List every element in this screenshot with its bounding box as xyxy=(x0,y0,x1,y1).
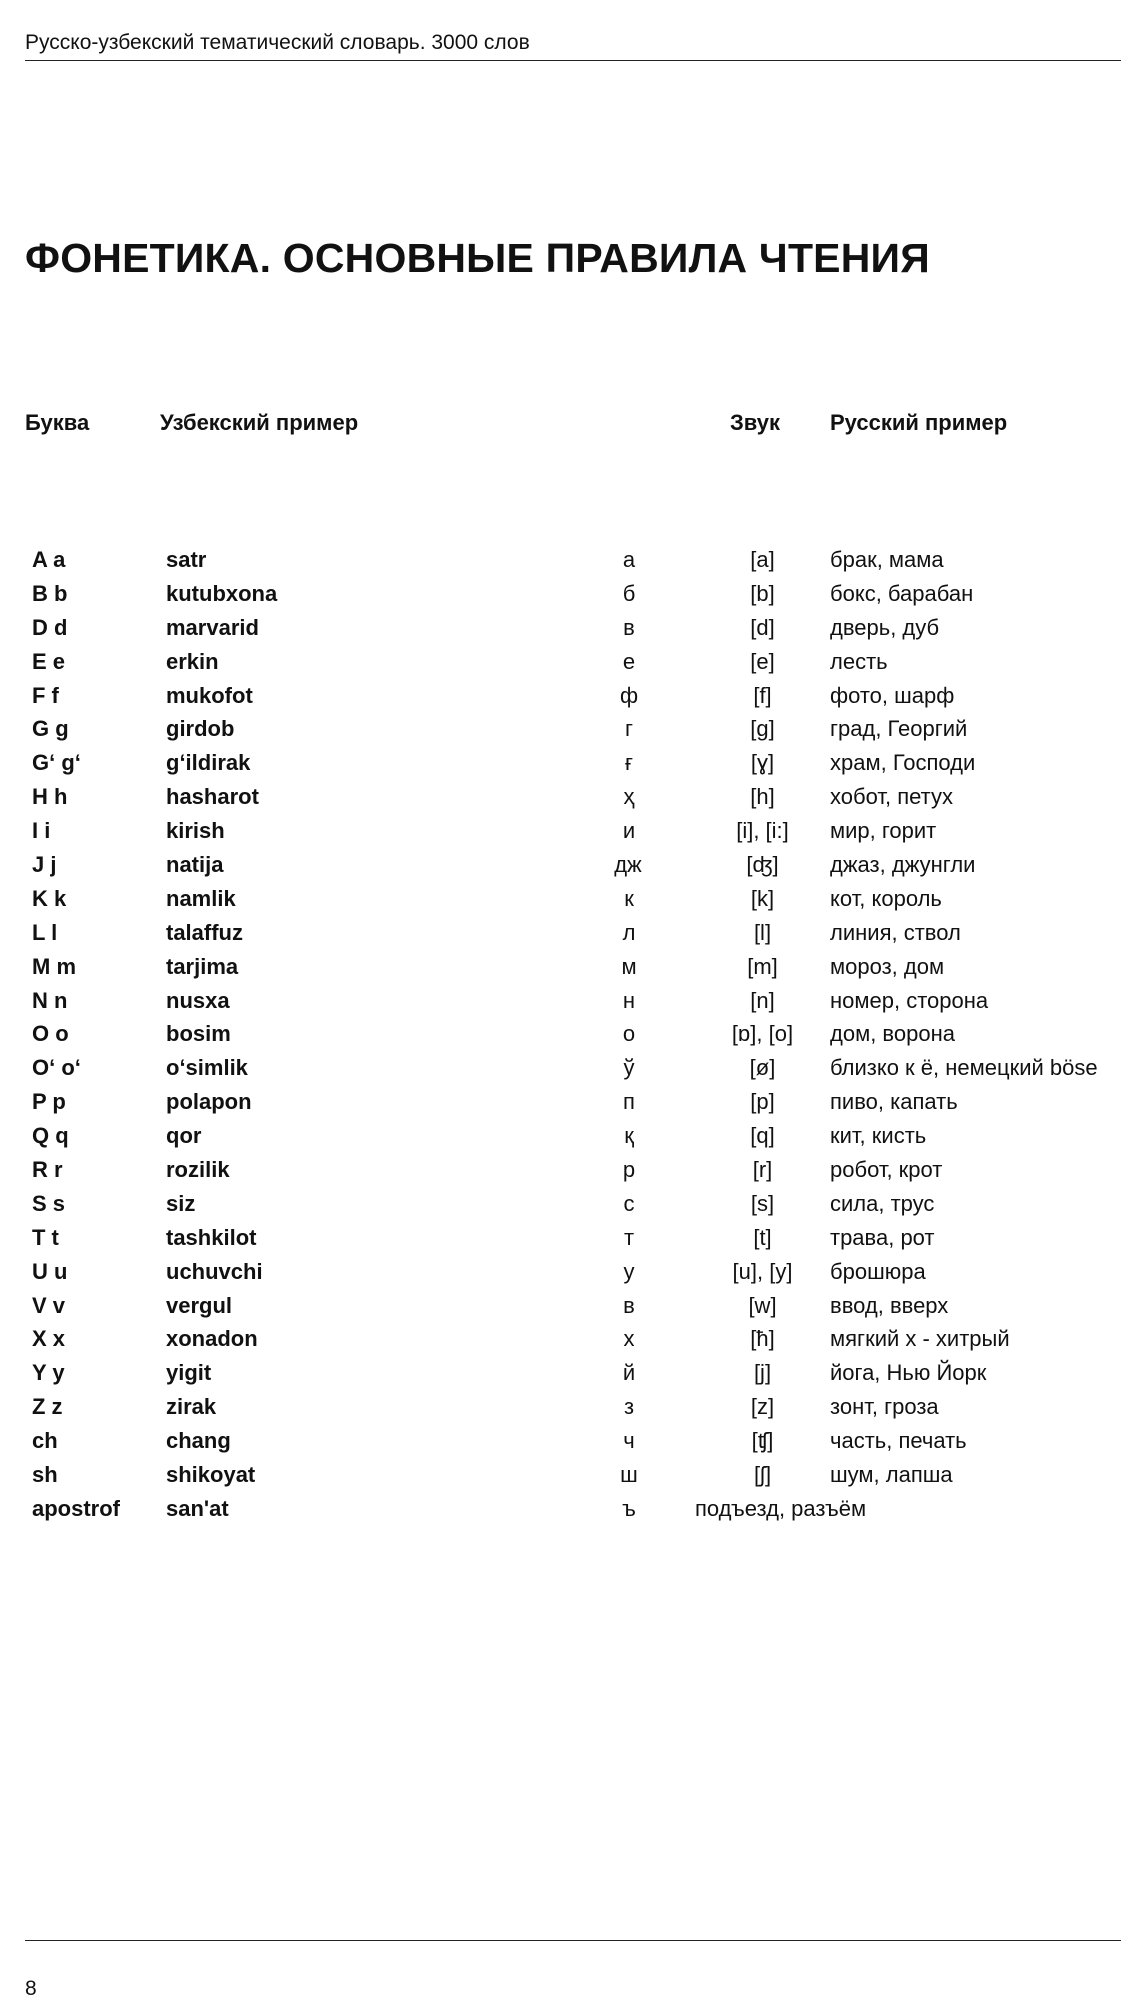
phonetics-table xyxy=(0,545,1147,1528)
cyrillic-cell: б xyxy=(622,580,636,606)
ipa-cell: [ʃ] xyxy=(753,1462,772,1488)
cyrillic-cell: т xyxy=(623,1224,635,1250)
cyrillic-cell: м xyxy=(621,953,637,979)
letter-cell: G‘ g‘ xyxy=(32,750,81,776)
russian-example-cell: лесть xyxy=(830,648,888,674)
letter-cell: S s xyxy=(32,1190,66,1216)
cyrillic-cell: в xyxy=(623,614,635,640)
uzbek-example-cell: siz xyxy=(166,1190,196,1216)
cyrillic-cell: ғ xyxy=(624,750,634,776)
uzbek-example-cell: vergul xyxy=(166,1292,233,1318)
table-row xyxy=(0,1019,1147,1053)
ipa-cell: [d] xyxy=(750,614,775,640)
ipa-cell: [u], [y] xyxy=(732,1258,793,1284)
cyrillic-cell: н xyxy=(622,987,636,1013)
running-header: Русско-узбекский тематический словарь. 3000 слов xyxy=(25,31,530,54)
russian-example-cell: робот, крот xyxy=(830,1157,943,1183)
ipa-cell: [e] xyxy=(750,648,775,674)
cyrillic-cell: ў xyxy=(623,1055,635,1081)
letter-cell: U u xyxy=(32,1258,68,1284)
column-header-letter: Буква xyxy=(25,410,90,435)
cyrillic-cell: г xyxy=(624,716,634,742)
ipa-cell: [g] xyxy=(750,716,775,742)
ipa-cell: [w] xyxy=(748,1292,777,1318)
table-row xyxy=(0,579,1147,613)
ipa-cell: [z] xyxy=(750,1394,775,1420)
ipa-cell: [l] xyxy=(753,919,772,945)
letter-cell: Q q xyxy=(32,1123,69,1149)
cyrillic-cell: қ xyxy=(624,1123,634,1149)
letter-cell: sh xyxy=(32,1462,58,1488)
letter-cell: G g xyxy=(32,716,69,742)
ipa-cell: [i], [i:] xyxy=(736,818,789,844)
column-header-russian-example: Русский пример xyxy=(830,410,1008,435)
ipa-cell: [ʤ] xyxy=(746,852,779,878)
uzbek-example-cell: hasharot xyxy=(166,784,259,810)
cyrillic-cell: к xyxy=(624,885,634,911)
column-header-sound: Звук xyxy=(730,410,781,435)
table-row xyxy=(0,816,1147,850)
uzbek-example-cell: erkin xyxy=(166,648,219,674)
uzbek-example-cell: xonadon xyxy=(166,1326,258,1352)
table-row xyxy=(0,545,1147,579)
letter-cell: H h xyxy=(32,784,68,810)
letter-cell: O o xyxy=(32,1021,69,1047)
russian-example-cell: мороз, дом xyxy=(830,953,945,979)
uzbek-example-cell: satr xyxy=(166,547,207,572)
russian-example-cell: пиво, капать xyxy=(830,1089,958,1115)
ipa-cell: [f] xyxy=(753,682,772,708)
table-row xyxy=(0,782,1147,816)
russian-example-cell: брак, мама xyxy=(830,547,944,572)
ipa-cell: [t] xyxy=(753,1224,772,1250)
russian-example-cell: дверь, дуб xyxy=(830,614,940,640)
uzbek-example-cell: kutubxona xyxy=(166,580,278,606)
uzbek-example-cell: uchuvchi xyxy=(166,1258,263,1284)
table-row xyxy=(0,613,1147,647)
russian-example-cell: дом, ворона xyxy=(830,1021,955,1047)
uzbek-example-cell: nusxa xyxy=(166,987,230,1013)
table-row xyxy=(0,952,1147,986)
letter-cell: I i xyxy=(32,818,51,844)
cyrillic-cell: ъ xyxy=(622,1495,636,1521)
cyrillic-cell: а xyxy=(622,547,636,572)
cyrillic-cell: х xyxy=(623,1326,635,1352)
table-row xyxy=(0,1155,1147,1189)
uzbek-example-cell: tarjima xyxy=(166,953,239,979)
table-row xyxy=(0,1121,1147,1155)
uzbek-example-cell: rozilik xyxy=(166,1157,230,1183)
table-row xyxy=(0,1257,1147,1291)
russian-example-cell: мягкий х - хитрый xyxy=(830,1326,1010,1352)
table-row xyxy=(0,1460,1147,1494)
cyrillic-cell: р xyxy=(622,1157,636,1183)
cyrillic-cell: е xyxy=(622,648,636,674)
table-row xyxy=(0,884,1147,918)
ipa-cell: [ħ] xyxy=(750,1326,775,1352)
uzbek-example-cell: zirak xyxy=(166,1394,217,1420)
letter-cell: ch xyxy=(32,1428,58,1454)
table-row xyxy=(0,1189,1147,1223)
uzbek-example-cell: tashkilot xyxy=(166,1224,257,1250)
letter-cell: Y y xyxy=(32,1360,65,1386)
russian-example-cell: часть, печать xyxy=(830,1428,967,1454)
russian-example-cell: кит, кисть xyxy=(830,1123,927,1149)
cyrillic-cell: л xyxy=(622,919,636,945)
uzbek-example-cell: marvarid xyxy=(166,614,259,640)
table-row xyxy=(0,681,1147,715)
russian-example-cell: сила, трус xyxy=(830,1190,935,1216)
russian-example-cell: ввод, вверх xyxy=(830,1292,949,1318)
ipa-cell: [k] xyxy=(750,885,775,911)
table-row xyxy=(0,1291,1147,1325)
russian-example-cell: шум, лапша xyxy=(830,1462,953,1488)
letter-cell: T t xyxy=(32,1224,59,1250)
table-row xyxy=(0,714,1147,748)
column-header-uzbek-example: Узбекский пример xyxy=(160,410,359,435)
letter-cell: V v xyxy=(32,1292,66,1318)
ipa-cell: [m] xyxy=(747,953,778,979)
ipa-cell: [s] xyxy=(750,1190,775,1216)
cyrillic-cell: у xyxy=(623,1258,635,1284)
ipa-cell: [j] xyxy=(753,1360,772,1386)
letter-cell: R r xyxy=(32,1157,63,1183)
uzbek-example-cell: chang xyxy=(166,1428,231,1454)
uzbek-example-cell: girdob xyxy=(166,716,235,742)
uzbek-example-cell: qor xyxy=(166,1123,202,1149)
russian-example-cell: кот, король xyxy=(830,885,942,911)
cyrillic-cell: о xyxy=(622,1021,636,1047)
letter-cell: X x xyxy=(32,1326,66,1352)
letter-cell: B b xyxy=(32,580,68,606)
cyrillic-cell: ҳ xyxy=(623,784,635,810)
letter-cell: N n xyxy=(32,987,68,1013)
ipa-cell: [p] xyxy=(750,1089,775,1115)
letter-cell: E e xyxy=(32,648,66,674)
russian-example-cell: град, Георгий xyxy=(830,716,968,742)
uzbek-example-cell: natija xyxy=(166,852,224,878)
cyrillic-cell: и xyxy=(622,818,636,844)
table-row xyxy=(0,1426,1147,1460)
russian-example-cell: йога, Нью Йорк xyxy=(830,1360,987,1386)
table-row xyxy=(0,1324,1147,1358)
cyrillic-cell: п xyxy=(623,1089,635,1115)
header-rule xyxy=(25,60,1121,61)
ipa-cell: [ɒ], [o] xyxy=(731,1021,794,1047)
cyrillic-cell: ш xyxy=(620,1462,638,1488)
letter-cell: K k xyxy=(32,885,67,911)
ipa-cell: [q] xyxy=(750,1123,775,1149)
russian-example-cell: трава, рот xyxy=(830,1224,935,1250)
russian-example-cell: мир, горит xyxy=(830,818,937,844)
ipa-cell: [b] xyxy=(750,580,775,606)
table-row xyxy=(0,1392,1147,1426)
uzbek-example-cell: san'at xyxy=(166,1495,229,1521)
ipa-cell: [ø] xyxy=(749,1055,776,1081)
russian-example-cell: фото, шарф xyxy=(830,682,955,708)
uzbek-example-cell: shikoyat xyxy=(166,1462,256,1488)
table-row xyxy=(0,1494,1147,1528)
table-row xyxy=(0,850,1147,884)
letter-cell: F f xyxy=(32,682,59,708)
cyrillic-cell: з xyxy=(623,1394,635,1420)
uzbek-example-cell: g‘ildirak xyxy=(166,750,251,776)
ipa-cell: [n] xyxy=(750,987,775,1013)
russian-example-cell: брошюра xyxy=(830,1258,926,1284)
letter-cell: A a xyxy=(32,547,66,572)
letter-cell: apostrof xyxy=(32,1495,120,1521)
uzbek-example-cell: yigit xyxy=(166,1360,212,1386)
letter-cell: M m xyxy=(32,953,76,979)
russian-example-cell: хобот, петух xyxy=(830,784,953,810)
letter-cell: L l xyxy=(32,919,58,945)
uzbek-example-cell: kirish xyxy=(166,818,225,844)
russian-example-cell: близко к ё, немецкий böse xyxy=(830,1055,1098,1081)
page-number: 8 xyxy=(25,1977,37,2000)
cyrillic-cell: дж xyxy=(614,852,642,878)
uzbek-example-cell: polapon xyxy=(166,1089,252,1115)
table-row xyxy=(0,1358,1147,1392)
table-row xyxy=(0,918,1147,952)
russian-example-cell: зонт, гроза xyxy=(830,1394,939,1420)
cyrillic-cell: ф xyxy=(619,682,639,708)
russian-example-cell: джаз, джунгли xyxy=(830,852,976,878)
table-row xyxy=(0,647,1147,681)
letter-cell: Z z xyxy=(32,1394,63,1420)
uzbek-example-cell: mukofot xyxy=(166,682,253,708)
uzbek-example-cell: namlik xyxy=(166,885,236,911)
cyrillic-cell: й xyxy=(622,1360,636,1386)
table-row xyxy=(0,1223,1147,1257)
russian-example-cell: подъезд, разъём xyxy=(695,1495,867,1521)
table-row xyxy=(0,986,1147,1020)
letter-cell: P p xyxy=(32,1089,66,1115)
ipa-cell: [h] xyxy=(750,784,775,810)
ipa-cell: [r] xyxy=(752,1157,773,1183)
uzbek-example-cell: o‘simlik xyxy=(166,1055,248,1081)
uzbek-example-cell: talaffuz xyxy=(166,919,243,945)
ipa-cell: [a] xyxy=(750,547,775,572)
ipa-cell: [ʧ] xyxy=(751,1428,774,1454)
footer-rule xyxy=(25,1940,1121,1941)
ipa-cell: [ɣ] xyxy=(750,750,775,776)
cyrillic-cell: с xyxy=(623,1190,635,1216)
letter-cell: O‘ o‘ xyxy=(32,1055,81,1081)
russian-example-cell: номер, сторона xyxy=(830,987,989,1013)
table-row xyxy=(0,1053,1147,1087)
page-title: ФОНЕТИКА. ОСНОВНЫЕ ПРАВИЛА ЧТЕНИЯ xyxy=(25,235,930,281)
russian-example-cell: линия, ствол xyxy=(830,919,961,945)
table-row xyxy=(0,748,1147,782)
russian-example-cell: храм, Господи xyxy=(830,750,976,776)
russian-example-cell: бокс, барабан xyxy=(830,580,974,606)
letter-cell: D d xyxy=(32,614,68,640)
table-row xyxy=(0,1087,1147,1121)
cyrillic-cell: ч xyxy=(623,1428,635,1454)
letter-cell: J j xyxy=(32,852,57,878)
uzbek-example-cell: bosim xyxy=(166,1021,231,1047)
cyrillic-cell: в xyxy=(623,1292,635,1318)
